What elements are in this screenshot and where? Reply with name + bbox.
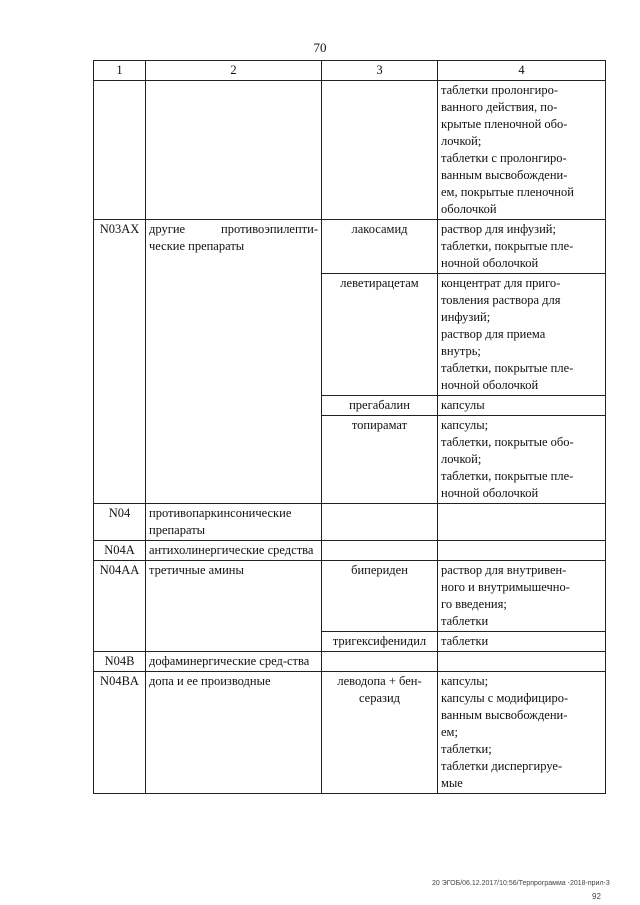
group-name-cell: другие противоэпилепти-ческие препараты	[146, 220, 322, 504]
dosage-form-line: раствор для инфузий;	[441, 222, 556, 236]
atc-code-cell: N04BA	[94, 672, 146, 794]
drug-name-cell: бипериден	[322, 561, 438, 632]
drug-name-cell: топирамат	[322, 416, 438, 504]
dosage-forms-cell	[438, 220, 606, 274]
drug-name-cell	[322, 541, 438, 561]
dosage-form-line: капсулы;	[441, 674, 489, 688]
atc-code-cell: N04	[94, 504, 146, 541]
drug-table	[93, 60, 606, 794]
dosage-form-line: таблетки, покрытые пле-	[441, 469, 574, 483]
atc-code-cell: N03AX	[94, 220, 146, 504]
dosage-form-line: таблетки, покрытые пле-	[441, 239, 574, 253]
dosage-form-line: инфузий;	[441, 310, 491, 324]
table-row	[94, 652, 606, 672]
drug-name-cell: лакосамид	[322, 220, 438, 274]
dosage-forms-cell	[438, 672, 606, 794]
dosage-form-line: мые	[441, 776, 463, 790]
dosage-form-line: ного и внутримышечно-	[441, 580, 570, 594]
group-name-cell: антихолинергические средства	[146, 541, 322, 561]
drug-name-cell: тригексифенидил	[322, 632, 438, 652]
dosage-form-line: капсулы с модифициро-	[441, 691, 569, 705]
atc-code-cell: N04B	[94, 652, 146, 672]
dosage-form-line: концентрат для приго-	[441, 276, 561, 290]
dosage-form-line: ночной оболочкой	[441, 256, 539, 270]
table-row	[94, 672, 606, 794]
dosage-form-line: лочкой;	[441, 134, 482, 148]
dosage-form-line: таблетки	[441, 634, 489, 648]
page-number: 70	[313, 40, 327, 55]
dosage-forms-cell	[438, 541, 606, 561]
table-row	[94, 561, 606, 632]
atc-code-cell: N04AA	[94, 561, 146, 652]
dosage-forms-cell	[438, 81, 606, 220]
dosage-forms-cell	[438, 396, 606, 416]
group-name-cell: допа и ее производные	[146, 672, 322, 794]
dosage-form-line: таблетки, покрытые пле-	[441, 361, 574, 375]
table-header-row	[94, 61, 606, 81]
dosage-forms-cell	[438, 416, 606, 504]
dosage-forms-cell	[438, 632, 606, 652]
group-name-cell	[146, 81, 322, 220]
group-name-cell: третичные амины	[146, 561, 322, 652]
dosage-form-line: таблетки пролонгиро-	[441, 83, 559, 97]
dosage-form-line: таблетки с пролонгиро-	[441, 151, 567, 165]
atc-code-cell: N04A	[94, 541, 146, 561]
dosage-form-line: крытые пленочной обо-	[441, 117, 568, 131]
dosage-form-line: ночной оболочкой	[441, 486, 539, 500]
table-row	[94, 504, 606, 541]
dosage-form-line: го введения;	[441, 597, 507, 611]
header-col-4: 4	[438, 61, 606, 81]
dosage-form-line: ночной оболочкой	[441, 378, 539, 392]
dosage-forms-cell	[438, 561, 606, 632]
table-row	[94, 81, 606, 220]
dosage-form-line: ем;	[441, 725, 458, 739]
footer-stamp: 20 ЭГОБ/06.12.2017/10:56/Терпрограмма -2018-прил-3	[432, 880, 610, 887]
atc-code-cell	[94, 81, 146, 220]
drug-name-cell: леводопа + бен-серазид	[322, 672, 438, 794]
drug-name-cell	[322, 81, 438, 220]
dosage-forms-cell	[438, 504, 606, 541]
dosage-forms-cell	[438, 274, 606, 396]
dosage-form-line: таблетки, покрытые обо-	[441, 435, 574, 449]
dosage-form-line: лочкой;	[441, 452, 482, 466]
table-row	[94, 220, 606, 274]
dosage-form-line: ванного действия, по-	[441, 100, 558, 114]
drug-name-cell	[322, 504, 438, 541]
drug-name-cell	[322, 652, 438, 672]
dosage-forms-cell	[438, 652, 606, 672]
header-col-3: 3	[322, 61, 438, 81]
dosage-form-line: таблетки;	[441, 742, 492, 756]
header-col-1: 1	[94, 61, 146, 81]
header-col-2: 2	[146, 61, 322, 81]
dosage-form-line: таблетки	[441, 614, 489, 628]
group-name-cell: дофаминергические сред-ства	[146, 652, 322, 672]
dosage-form-line: раствор для приема	[441, 327, 546, 341]
dosage-form-line: ванным высвобождени-	[441, 168, 568, 182]
dosage-form-line: капсулы;	[441, 418, 489, 432]
dosage-form-line: товления раствора для	[441, 293, 561, 307]
dosage-form-line: ванным высвобождени-	[441, 708, 568, 722]
footer-page-number: 92	[592, 892, 601, 901]
table-row	[94, 541, 606, 561]
dosage-form-line: внутрь;	[441, 344, 481, 358]
dosage-form-line: раствор для внутривен-	[441, 563, 567, 577]
drug-name-cell: леветирацетам	[322, 274, 438, 396]
dosage-form-line: таблетки диспергируе-	[441, 759, 563, 773]
drug-name-cell: прегабалин	[322, 396, 438, 416]
dosage-form-line: ем, покрытые пленочной	[441, 185, 574, 199]
group-name-cell: противопаркинсонические препараты	[146, 504, 322, 541]
dosage-form-line: оболочкой	[441, 202, 497, 216]
dosage-form-line: капсулы	[441, 398, 485, 412]
